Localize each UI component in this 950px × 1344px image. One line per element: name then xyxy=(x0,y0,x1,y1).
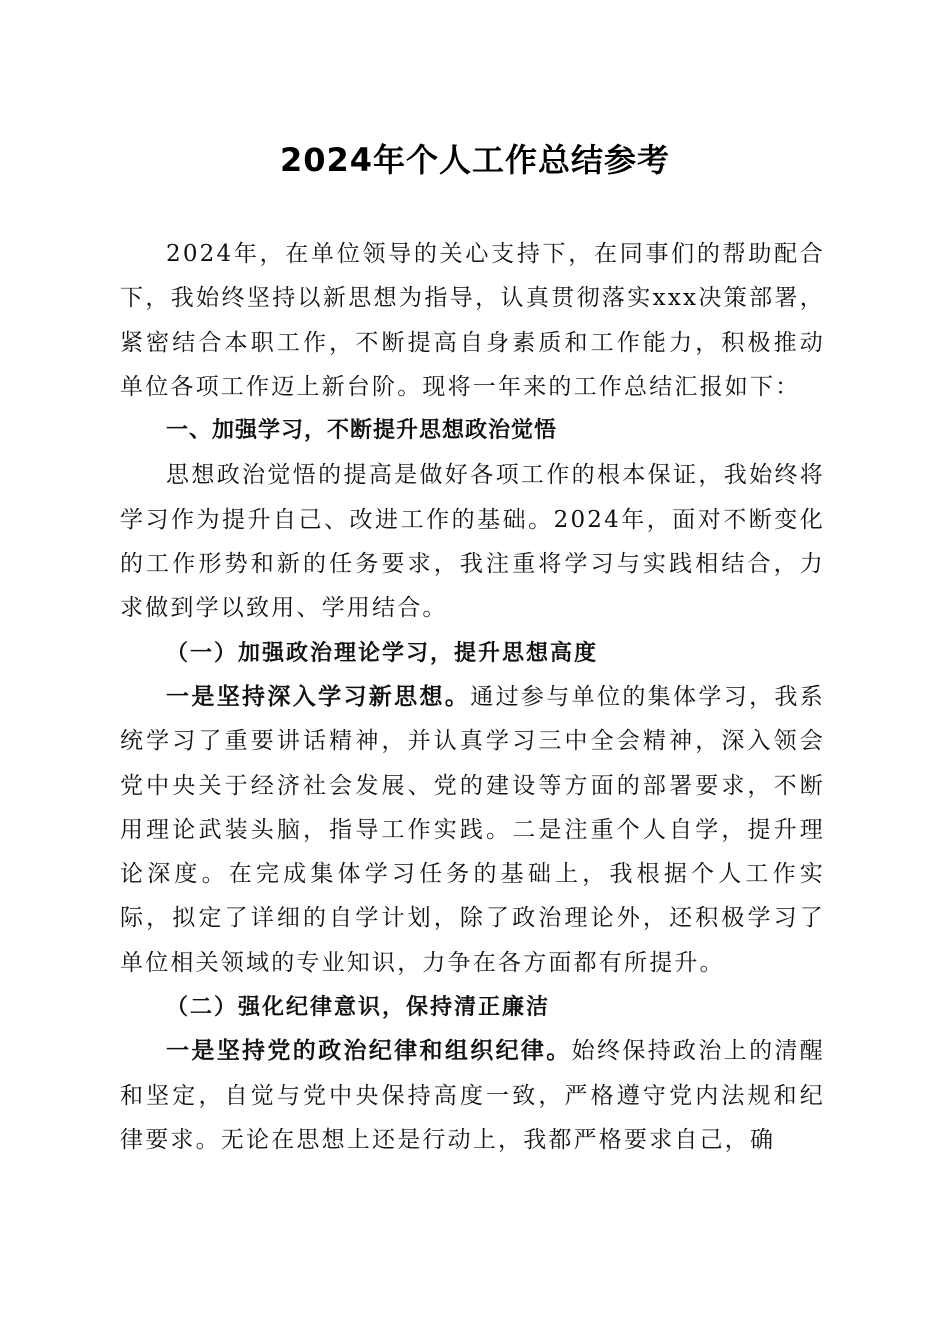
paragraph-text: 通过参与单位的集体学习，我系统学习了重要讲话精神，并认真学习三中全会精神，深入领会党中央关于经济社会发展、党的建设等方面的部署要求，不断用理论武装头脑，指导工作实践。二是注重个人自学，提升理论深度。在完成集体学习任务的基础上，我根据个人工作实际，拟定了详细的自学计划，除了政治理论外，还积极学习了单位相关领域的专业知识，力争在各方面都有所提升。 xyxy=(120,683,825,976)
section-heading: 一、加强学习，不断提升思想政治觉悟 xyxy=(166,418,558,444)
subsection-heading-2: （二）强化纪律意识，保持清正廉洁 xyxy=(166,994,551,1021)
page-title: 2024年个人工作总结参考 xyxy=(279,141,671,179)
intro-paragraph: 2024年，在单位领导的关心支持下，在同事们的帮助配合下，我始终坚持以新思想为指导，认真贯彻落实xxx决策部署，紧密结合本职工作，不断提高自身素质和工作能力，积极推动单位各项工作迈上新台阶。现将一年来的工作总结汇报如下： xyxy=(120,241,825,400)
paragraph-text: 始终保持政治上的清醒和坚定，自觉与党中央保持高度一致，严格遵守党内法规和纪律要求。无论在思想上还是行动上，我都严格要求自己，确 xyxy=(120,1038,826,1153)
subsection-paragraph-2 xyxy=(120,1029,825,1162)
document-body xyxy=(120,232,825,1162)
paragraph-lead: 一是坚持深入学习新思想。 xyxy=(166,682,471,710)
subsection-paragraph-1 xyxy=(120,675,825,985)
section-paragraph: 思想政治觉悟的提高是做好各项工作的根本保证，我始终将学习作为提升自己、改进工作的基础。2024年，面对不断变化的工作形势和新的任务要求，我注重将学习与实践相结合，力求做到学以致用、学用结合。 xyxy=(120,462,825,622)
subsection-heading-1: （一）加强政治理论学习，提升思想高度 xyxy=(166,639,599,666)
paragraph-lead: 一是坚持党的政治纪律和组织纪律。 xyxy=(166,1037,572,1065)
